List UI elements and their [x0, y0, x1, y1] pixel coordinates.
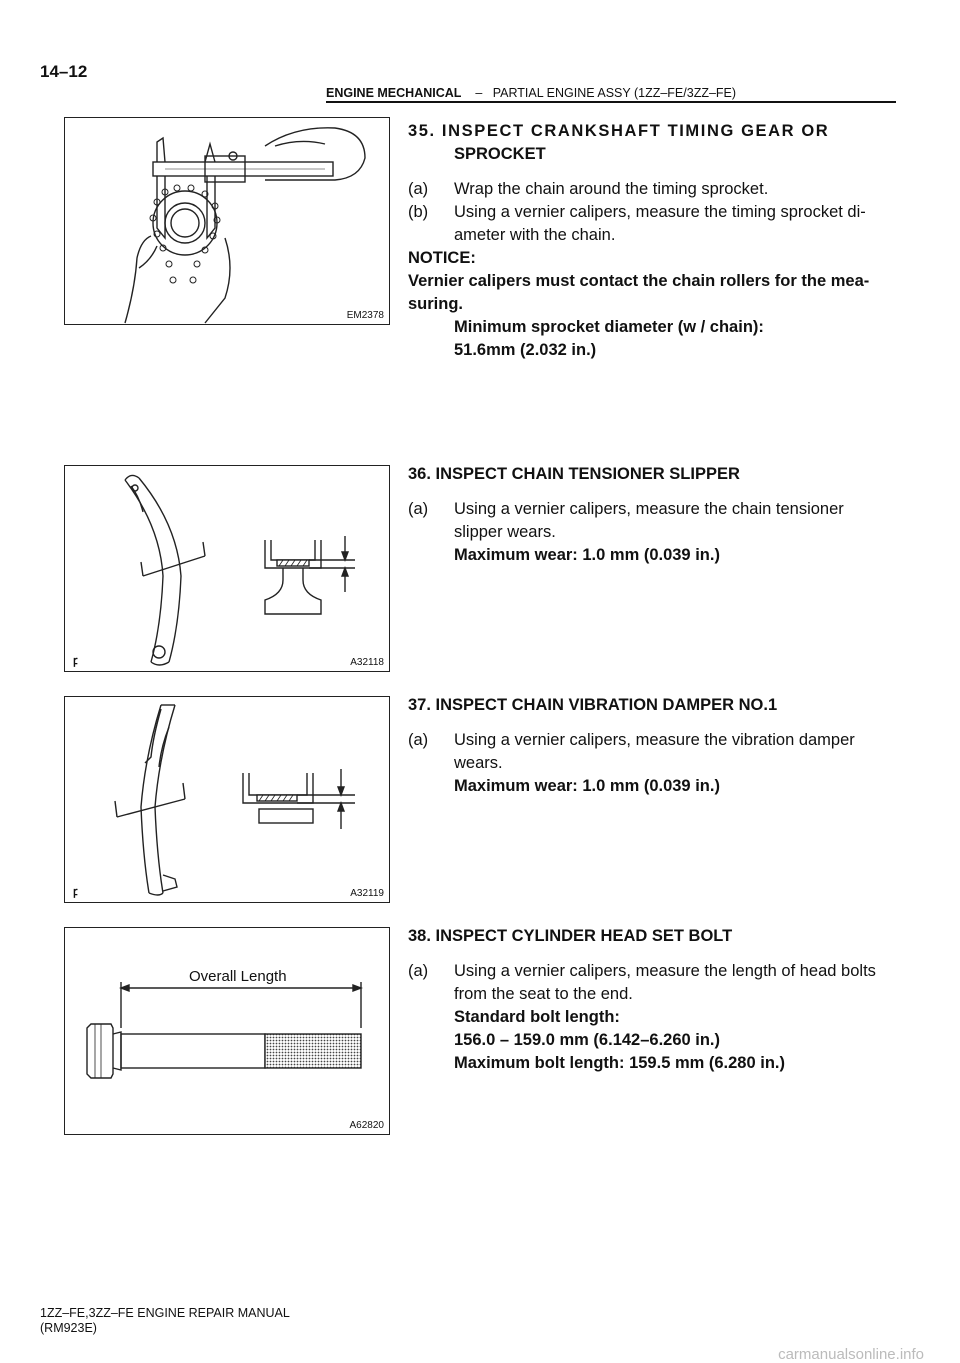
substep-a	[408, 498, 896, 521]
substep-text: Using a vernier calipers, measure the length of head bolts	[454, 962, 876, 980]
footer-manual-title: 1ZZ–FE,3ZZ–FE ENGINE REPAIR MANUAL	[40, 1306, 290, 1320]
vibration-damper-illustration	[65, 697, 389, 902]
mark-icon: ꝼ	[73, 886, 78, 898]
figure-sprocket-measurement	[64, 117, 390, 325]
figure-vibration-damper	[64, 696, 390, 903]
notice-heading: NOTICE:	[408, 249, 476, 267]
notice-text-continued: suring.	[408, 295, 464, 313]
step-37	[408, 694, 896, 798]
spec-value: Maximum wear: 1.0 mm (0.039 in.)	[454, 777, 720, 795]
head-bolt-illustration	[65, 928, 389, 1134]
substep-label: (a)	[408, 500, 429, 518]
substep-label: (b)	[408, 203, 429, 221]
substep-a	[408, 178, 896, 201]
spec-value: 51.6mm (2.032 in.)	[454, 341, 597, 359]
step-title: 35. INSPECT CRANKSHAFT TIMING GEAR OR	[408, 122, 830, 140]
substep-text: Using a vernier calipers, measure the vibration damper	[454, 731, 855, 749]
substep-text: Wrap the chain around the timing sprocket.	[454, 180, 769, 198]
spec-value: 156.0 – 159.0 mm (6.142–6.260 in.)	[454, 1031, 721, 1049]
step-title: 38. INSPECT CYLINDER HEAD SET BOLT	[408, 927, 733, 945]
substep-label: (a)	[408, 962, 429, 980]
footer	[40, 1306, 290, 1336]
substep-a	[408, 729, 896, 752]
spec-value: Maximum wear: 1.0 mm (0.039 in.)	[454, 546, 720, 564]
header-rule	[326, 101, 896, 103]
figure-code: A62820	[349, 1120, 384, 1131]
figure-code: EM2378	[346, 310, 384, 321]
step-35	[408, 120, 896, 362]
figure-code: A32119	[350, 888, 384, 899]
watermark: carmanualsonline.info	[778, 1346, 924, 1363]
substep-b	[408, 201, 896, 224]
substep-text-continued: ameter with the chain.	[454, 226, 616, 244]
header-subsection: PARTIAL ENGINE ASSY (1ZZ–FE/3ZZ–FE)	[492, 86, 737, 100]
figure-head-bolt	[64, 927, 390, 1135]
step-title: 37. INSPECT CHAIN VIBRATION DAMPER NO.1	[408, 696, 778, 714]
substep-text-continued: wears.	[454, 754, 503, 772]
notice-text: Vernier calipers must contact the chain rollers for the mea-	[408, 272, 870, 290]
substep-text-continued: slipper wears.	[454, 523, 556, 541]
substep-text: Using a vernier calipers, measure the chain tensioner	[454, 500, 844, 518]
step-36	[408, 463, 896, 567]
step-title-continued: SPROCKET	[454, 145, 546, 163]
substep-text-continued: from the seat to the end.	[454, 985, 633, 1003]
header-separator: –	[475, 86, 483, 100]
figure-tensioner-slipper	[64, 465, 390, 672]
substep-label: (a)	[408, 180, 429, 198]
page-number: 14–12	[40, 62, 88, 81]
running-header	[326, 86, 736, 100]
substep-a	[408, 960, 896, 983]
figure-caption: Overall Length	[189, 968, 287, 985]
spec-label: Minimum sprocket diameter (w / chain):	[454, 318, 764, 336]
substep-label: (a)	[408, 731, 429, 749]
sprocket-caliper-illustration	[65, 118, 389, 324]
step-38	[408, 925, 896, 1075]
step-title: 36. INSPECT CHAIN TENSIONER SLIPPER	[408, 465, 740, 483]
spec-max-value: Maximum bolt length: 159.5 mm (6.280 in.)	[454, 1054, 785, 1072]
figure-code: A32118	[350, 657, 384, 668]
mark-icon: ꝼ	[73, 655, 78, 667]
spec-label: Standard bolt length:	[454, 1008, 620, 1026]
header-section: ENGINE MECHANICAL	[326, 86, 462, 100]
footer-manual-code: (RM923E)	[40, 1321, 97, 1335]
tensioner-slipper-illustration	[65, 466, 389, 671]
substep-text: Using a vernier calipers, measure the timing sprocket di-	[454, 203, 866, 221]
